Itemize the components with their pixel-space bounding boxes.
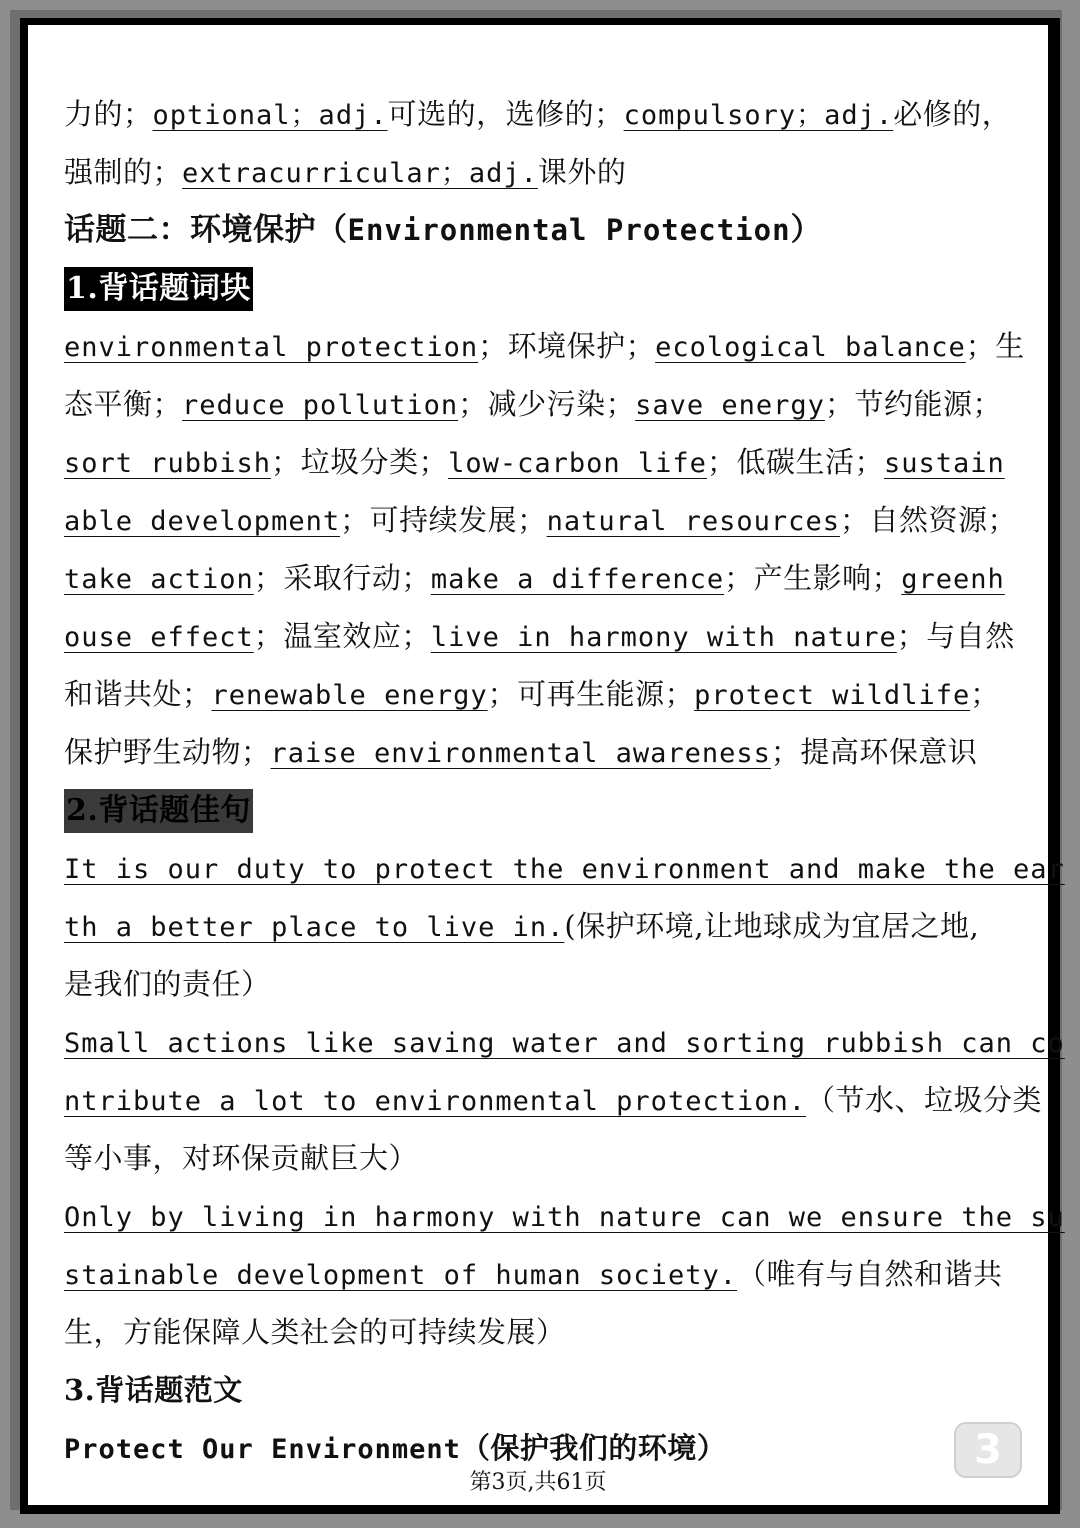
sentence-line <box>64 839 1065 897</box>
text: ；温室效应； <box>253 619 431 653</box>
text: ；可持续发展； <box>340 503 547 537</box>
page-number-badge: 3 <box>954 1422 1022 1478</box>
vocab-term: natural resources <box>546 506 840 537</box>
text: ；减少污染； <box>458 387 636 421</box>
sentence-line <box>64 1245 1014 1303</box>
text: ； <box>970 677 1000 711</box>
text: ） <box>790 212 823 248</box>
vocab-term: low-carbon life <box>448 448 707 479</box>
vocab-term: greenh <box>901 564 1005 595</box>
text-line <box>64 607 1014 665</box>
section-label: 2.背话题佳句 <box>64 789 253 833</box>
text: ；采取行动； <box>253 561 431 595</box>
vocab-term: save energy <box>635 390 825 421</box>
translation: (保护环境,让地球成为宜居之地, <box>564 909 980 943</box>
topic-heading <box>64 201 1014 259</box>
text: 必修的， <box>893 97 1012 131</box>
vocab-term: optional；adj. <box>152 100 388 131</box>
vocab-term: raise environmental awareness <box>270 738 771 769</box>
text: ；与自然 <box>896 619 1015 653</box>
text: ；垃圾分类； <box>271 445 449 479</box>
translation: （节水、垃圾分类 <box>805 1083 1042 1117</box>
example-sentence: th a better place to live in. <box>64 912 565 943</box>
translation: 生，方能保障人类社会的可持续发展） <box>64 1315 566 1349</box>
text: 态平衡； <box>64 387 183 421</box>
text: 力的； <box>64 97 153 131</box>
essay-title-en: Protect Our Environment <box>64 1434 461 1465</box>
example-sentence: It is our duty to protect the environment and make the ear <box>64 854 1065 885</box>
section-label: 3.背话题范文 <box>64 1373 243 1407</box>
sentence-line <box>64 1303 1014 1361</box>
text: 可选的，选修的； <box>387 97 624 131</box>
text: ；自然资源； <box>839 503 1017 537</box>
vocab-term: ecological balance <box>655 332 966 363</box>
text-line <box>64 433 1014 491</box>
sentence-line <box>64 1129 1014 1187</box>
vocab-term: renewable energy <box>211 680 488 711</box>
document-content <box>64 85 1065 1477</box>
text-line <box>64 665 1014 723</box>
text-line <box>64 723 1014 781</box>
text-line <box>64 317 1025 375</box>
text: ；可再生能源； <box>487 677 695 711</box>
text: ；生 <box>965 329 1025 363</box>
translation: （唯有与自然和谐共 <box>736 1257 1003 1291</box>
text-line <box>64 143 1014 201</box>
vocab-term: protect wildlife <box>694 680 971 711</box>
vocab-term: environmental protection <box>64 332 479 363</box>
text: 和谐共处； <box>64 677 212 711</box>
vocab-term: extracurricular；adj. <box>182 158 538 189</box>
vocab-term: sort rubbish <box>64 448 272 479</box>
sentence-line <box>64 1013 1065 1071</box>
text-line <box>64 85 1014 143</box>
vocab-term: reduce pollution <box>182 390 459 421</box>
vocab-term: take action <box>64 564 254 595</box>
example-sentence: Small actions like saving water and sorting rubbish can co <box>64 1028 1065 1059</box>
sentence-line <box>64 897 1014 955</box>
text: ；产生影响； <box>724 561 902 595</box>
text: ；提高环保意识 <box>770 735 978 769</box>
vocab-term: compulsory；adj. <box>623 100 894 131</box>
text: ；低碳生活； <box>706 445 884 479</box>
translation: 等小事，对环保贡献巨大） <box>64 1141 419 1175</box>
text: 课外的 <box>537 155 627 189</box>
sentence-line <box>64 955 1014 1013</box>
translation: 是我们的责任） <box>64 967 271 1001</box>
page-border <box>20 18 1065 1514</box>
topic-heading-zh: 话题二：环境保护（ <box>64 212 348 248</box>
essay-title-zh: （保护我们的环境） <box>460 1431 727 1465</box>
example-sentence: ntribute a lot to environmental protection. <box>64 1086 806 1117</box>
section-heading-1 <box>64 259 1014 317</box>
section-heading-2 <box>64 781 1014 839</box>
text-line <box>64 549 1014 607</box>
sentence-line <box>64 1071 1042 1129</box>
text: 强制的； <box>64 155 183 189</box>
text: ；环境保护； <box>478 329 656 363</box>
topic-heading-en: Environmental Protection <box>347 213 791 247</box>
example-sentence: stainable development of human society. <box>64 1260 737 1291</box>
vocab-term: make a difference <box>430 564 725 595</box>
vocab-term: able development <box>64 506 341 537</box>
text: 保护野生动物； <box>64 735 271 769</box>
example-sentence: Only by living in harmony with nature can we ensure the su <box>64 1202 1065 1233</box>
vocab-term: sustain <box>883 448 1005 479</box>
text: ；节约能源； <box>824 387 1002 421</box>
vocab-term: live in harmony with nature <box>430 622 897 653</box>
text-line <box>64 375 1014 433</box>
page-footer: 第3页,共61页 <box>469 1470 607 1495</box>
vocab-term: ouse effect <box>64 622 254 653</box>
document-page <box>28 25 1065 1505</box>
section-heading-3 <box>64 1361 1014 1419</box>
text-line <box>64 491 1017 549</box>
sentence-line <box>64 1187 1065 1245</box>
section-label: 1.背话题词块 <box>64 267 253 311</box>
